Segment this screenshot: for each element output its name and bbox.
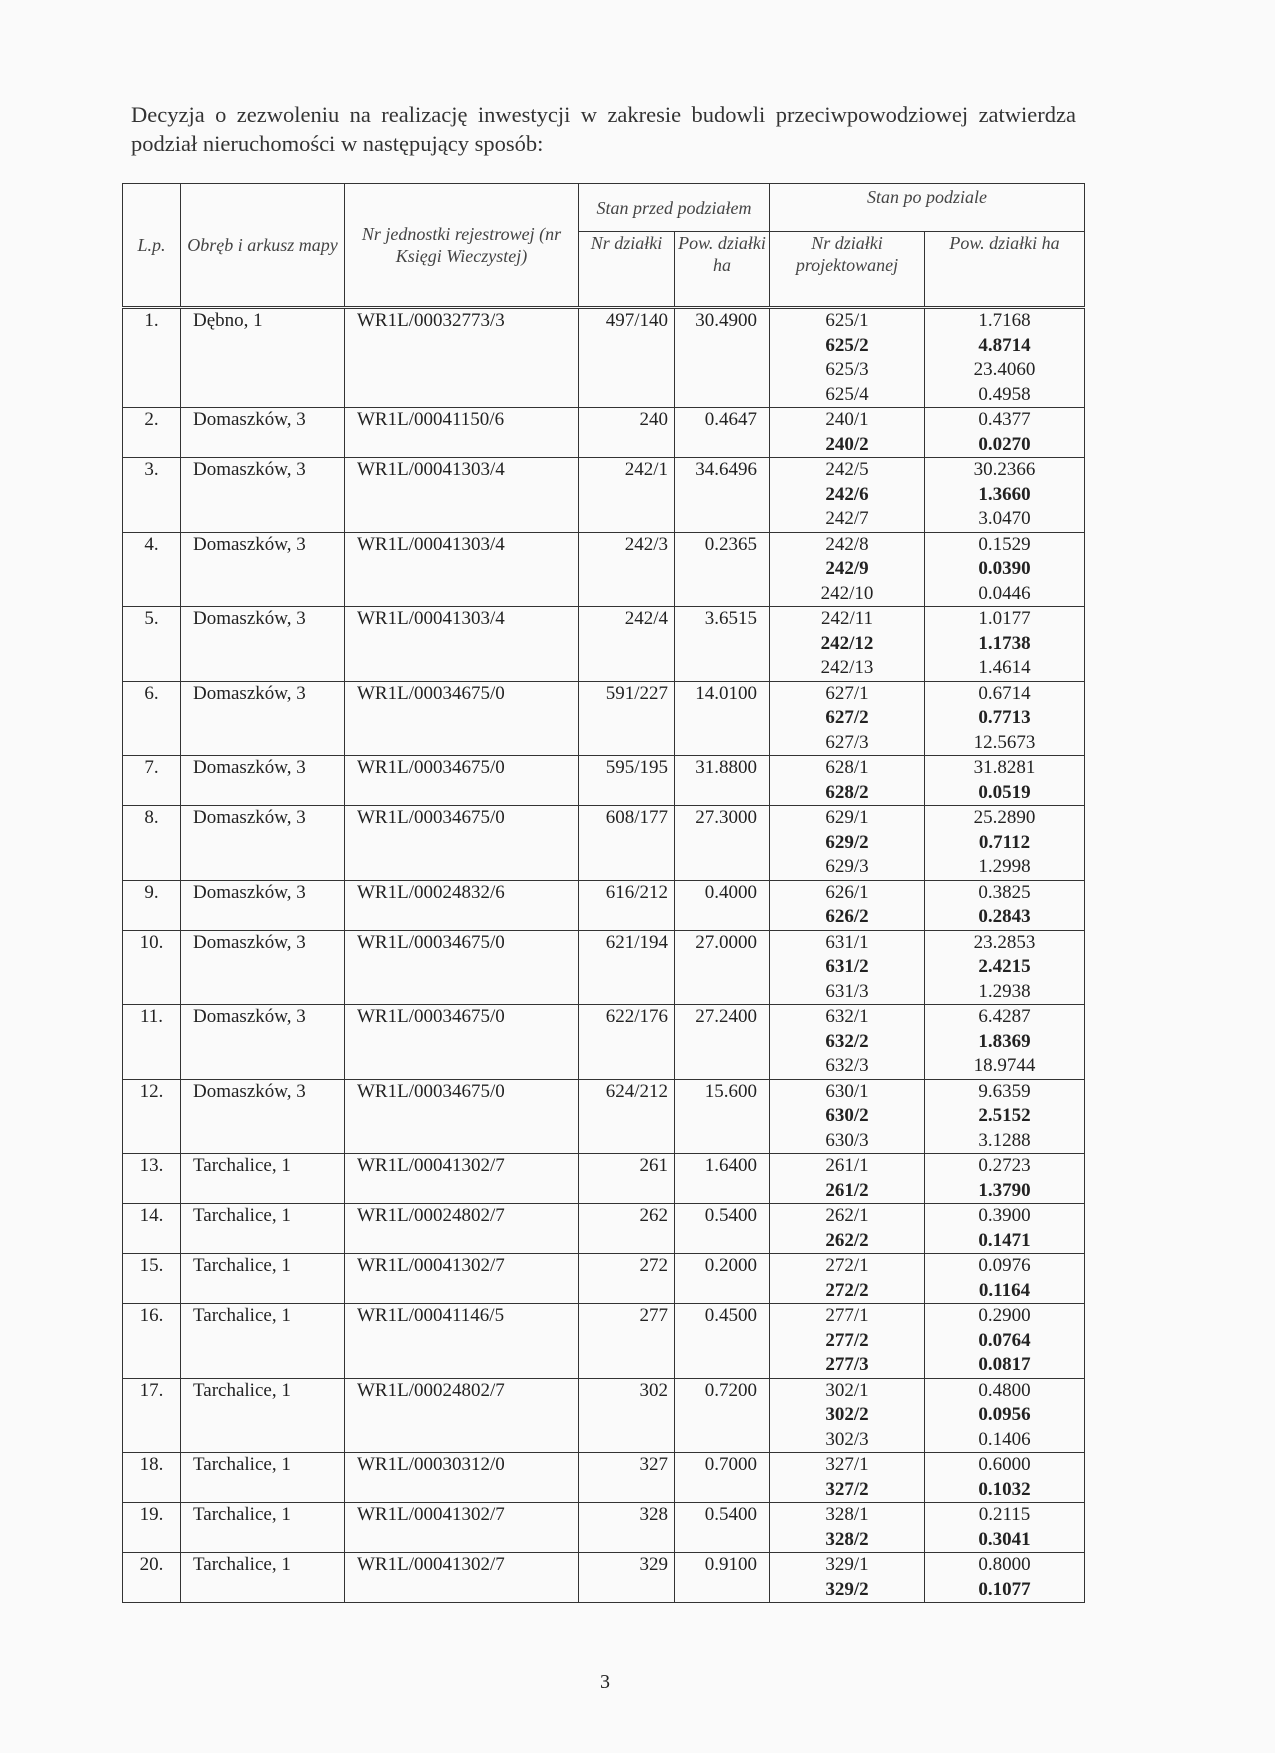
projected-parcel-area: 1.3660 [978, 483, 1031, 505]
row-nr-projektowanej [770, 607, 925, 682]
projected-parcel-number: 631/3 [825, 980, 869, 1002]
row-nr-projektowanej [770, 756, 925, 806]
row-nr-dzialki: 262 [579, 1204, 675, 1254]
row-pow-dzialki: 3.6515 [675, 607, 770, 682]
projected-parcel-number: 302/2 [825, 1404, 869, 1425]
projected-parcel-number: 277/2 [825, 1329, 869, 1351]
projected-parcel-number: 626/2 [825, 906, 869, 927]
table-row [123, 532, 1085, 607]
row-nr-dzialki: 329 [579, 1553, 675, 1603]
row-pow-dzialki: 0.5400 [675, 1503, 770, 1553]
row-nr-jednostki: WR1L/00024802/7 [345, 1378, 579, 1453]
projected-parcel-area: 0.6714 [978, 682, 1031, 704]
row-nr-jednostki: WR1L/00034675/0 [345, 756, 579, 806]
row-nr-jednostki: WR1L/00041303/4 [345, 532, 579, 607]
row-nr-dzialki: 595/195 [579, 756, 675, 806]
projected-parcel-area: 12.5673 [973, 731, 1036, 753]
projected-parcel-area: 1.7168 [978, 310, 1031, 331]
row-pow-po [925, 1453, 1085, 1503]
header-pow-dzialki: Pow. działki ha [675, 232, 770, 308]
header-stan-przed: Stan przed podziałem [579, 184, 770, 232]
row-pow-po [925, 1378, 1085, 1453]
row-nr-projektowanej [770, 1005, 925, 1080]
row-pow-po [925, 1079, 1085, 1154]
projected-parcel-area: 0.0976 [978, 1255, 1031, 1276]
table-body [123, 308, 1085, 1603]
row-nr-dzialki: 302 [579, 1378, 675, 1453]
projected-parcel-area: 0.1032 [978, 1478, 1031, 1500]
table-row [123, 1079, 1085, 1154]
table-row [123, 681, 1085, 756]
row-nr-jednostki: WR1L/00041303/4 [345, 458, 579, 533]
projected-parcel-number: 277/3 [825, 1354, 869, 1375]
projected-parcel-number: 327/2 [825, 1478, 869, 1500]
projected-parcel-number: 630/1 [825, 1080, 869, 1102]
table-row [123, 308, 1085, 408]
row-nr-dzialki: 328 [579, 1503, 675, 1553]
row-obreb: Tarchalice, 1 [181, 1453, 345, 1503]
row-nr-jednostki: WR1L/00041302/7 [345, 1503, 579, 1553]
projected-parcel-area: 25.2890 [973, 807, 1036, 828]
projected-parcel-number: 630/3 [825, 1129, 869, 1151]
projected-parcel-number: 328/1 [825, 1504, 869, 1525]
projected-parcel-area: 0.2115 [978, 1504, 1031, 1525]
row-pow-po [925, 607, 1085, 682]
projected-parcel-number: 262/2 [825, 1229, 869, 1251]
table-row [123, 1005, 1085, 1080]
row-nr-dzialki: 608/177 [579, 806, 675, 881]
row-nr-dzialki: 621/194 [579, 930, 675, 1005]
row-pow-dzialki: 27.2400 [675, 1005, 770, 1080]
projected-parcel-number: 627/3 [825, 731, 869, 753]
row-lp: 6. [123, 681, 181, 756]
projected-parcel-area: 0.4800 [978, 1379, 1031, 1401]
projected-parcel-number: 625/2 [825, 334, 869, 356]
projected-parcel-area: 4.8714 [978, 334, 1031, 356]
projected-parcel-area: 2.5152 [978, 1105, 1031, 1126]
row-nr-jednostki: WR1L/00034675/0 [345, 930, 579, 1005]
row-nr-projektowanej [770, 1304, 925, 1379]
header-pow-po: Pow. działki ha [925, 232, 1085, 308]
row-obreb: Domaszków, 3 [181, 880, 345, 930]
row-nr-jednostki: WR1L/00034675/0 [345, 1005, 579, 1080]
row-pow-po [925, 1503, 1085, 1553]
row-obreb: Tarchalice, 1 [181, 1378, 345, 1453]
row-lp: 3. [123, 458, 181, 533]
projected-parcel-area: 3.1288 [978, 1129, 1031, 1151]
projected-parcel-number: 242/9 [825, 558, 869, 579]
projected-parcel-area: 1.4614 [978, 657, 1031, 678]
projected-parcel-number: 242/7 [825, 508, 869, 529]
projected-parcel-area: 23.2853 [973, 931, 1036, 953]
row-pow-po [925, 1154, 1085, 1204]
row-nr-projektowanej [770, 1503, 925, 1553]
row-pow-dzialki: 0.4500 [675, 1304, 770, 1379]
row-pow-po [925, 458, 1085, 533]
row-nr-projektowanej [770, 1154, 925, 1204]
row-lp: 9. [123, 880, 181, 930]
projected-parcel-number: 632/1 [825, 1006, 869, 1027]
projected-parcel-number: 329/1 [825, 1554, 869, 1575]
projected-parcel-number: 630/2 [825, 1105, 869, 1126]
row-lp: 19. [123, 1503, 181, 1553]
header-nr-dzialki: Nr działki [579, 232, 675, 308]
row-pow-dzialki: 0.4000 [675, 880, 770, 930]
projected-parcel-number: 627/2 [825, 707, 869, 728]
row-pow-dzialki: 0.4647 [675, 408, 770, 458]
row-pow-dzialki: 14.0100 [675, 681, 770, 756]
row-obreb: Domaszków, 3 [181, 806, 345, 881]
row-nr-dzialki: 242/3 [579, 532, 675, 607]
projected-parcel-number: 272/2 [825, 1279, 869, 1301]
row-pow-dzialki: 0.2365 [675, 532, 770, 607]
projected-parcel-area: 0.0446 [978, 582, 1031, 604]
row-nr-dzialki: 616/212 [579, 880, 675, 930]
row-pow-dzialki: 1.6400 [675, 1154, 770, 1204]
projected-parcel-number: 242/11 [820, 608, 874, 629]
row-nr-projektowanej [770, 1254, 925, 1304]
row-obreb: Domaszków, 3 [181, 408, 345, 458]
projected-parcel-number: 272/1 [825, 1255, 869, 1276]
row-nr-projektowanej [770, 1079, 925, 1154]
row-obreb: Domaszków, 3 [181, 930, 345, 1005]
projected-parcel-number: 329/2 [825, 1578, 869, 1600]
projected-parcel-number: 628/1 [825, 757, 869, 778]
projected-parcel-area: 0.6000 [978, 1454, 1031, 1475]
row-nr-dzialki: 497/140 [579, 308, 675, 408]
row-pow-dzialki: 0.5400 [675, 1204, 770, 1254]
row-lp: 15. [123, 1254, 181, 1304]
table-row [123, 607, 1085, 682]
row-pow-dzialki: 27.0000 [675, 930, 770, 1005]
row-pow-po [925, 756, 1085, 806]
row-lp: 8. [123, 806, 181, 881]
projected-parcel-number: 262/1 [825, 1205, 869, 1226]
row-pow-dzialki: 0.2000 [675, 1254, 770, 1304]
projected-parcel-number: 629/1 [825, 807, 869, 828]
projected-parcel-number: 632/2 [825, 1030, 869, 1052]
table-row [123, 1204, 1085, 1254]
projected-parcel-area: 0.0270 [978, 433, 1031, 455]
table-row [123, 1254, 1085, 1304]
row-nr-jednostki: WR1L/00041302/7 [345, 1154, 579, 1204]
projected-parcel-number: 242/10 [820, 582, 874, 604]
row-nr-projektowanej [770, 1378, 925, 1453]
row-pow-po [925, 1005, 1085, 1080]
projected-parcel-number: 625/3 [825, 359, 869, 380]
projected-parcel-area: 0.2900 [978, 1305, 1031, 1326]
row-nr-dzialki: 277 [579, 1304, 675, 1379]
projected-parcel-area: 23.4060 [973, 359, 1036, 380]
projected-parcel-number: 240/2 [825, 433, 869, 455]
projected-parcel-number: 626/1 [825, 881, 869, 903]
row-pow-po [925, 1204, 1085, 1254]
row-lp: 12. [123, 1079, 181, 1154]
table-row [123, 1453, 1085, 1503]
row-obreb: Tarchalice, 1 [181, 1254, 345, 1304]
projected-parcel-area: 30.2366 [973, 459, 1036, 480]
row-pow-po [925, 880, 1085, 930]
header-obreb: Obręb i arkusz mapy [181, 184, 345, 308]
projected-parcel-area: 0.0390 [978, 558, 1031, 579]
projected-parcel-number: 277/1 [825, 1305, 869, 1326]
row-lp: 1. [123, 308, 181, 408]
projected-parcel-area: 0.0519 [978, 781, 1031, 803]
table-row [123, 880, 1085, 930]
projected-parcel-area: 2.4215 [978, 956, 1031, 977]
projected-parcel-area: 0.3825 [978, 881, 1031, 903]
projected-parcel-area: 1.1738 [978, 632, 1031, 654]
projected-parcel-area: 0.2723 [978, 1155, 1031, 1176]
row-nr-dzialki: 622/176 [579, 1005, 675, 1080]
projected-parcel-area: 0.2843 [978, 906, 1031, 927]
row-obreb: Tarchalice, 1 [181, 1553, 345, 1603]
row-nr-projektowanej [770, 880, 925, 930]
row-lp: 17. [123, 1378, 181, 1453]
row-pow-po [925, 806, 1085, 881]
projected-parcel-area: 0.4958 [978, 383, 1031, 405]
projected-parcel-area: 0.1529 [978, 533, 1031, 555]
row-pow-dzialki: 15.600 [675, 1079, 770, 1154]
projected-parcel-area: 31.8281 [973, 757, 1036, 778]
row-nr-jednostki: WR1L/00034675/0 [345, 806, 579, 881]
row-pow-po [925, 1553, 1085, 1603]
row-nr-jednostki: WR1L/00041303/4 [345, 607, 579, 682]
row-obreb: Domaszków, 3 [181, 756, 345, 806]
projected-parcel-number: 242/6 [825, 483, 869, 505]
projected-parcel-area: 0.3900 [978, 1205, 1031, 1226]
projected-parcel-number: 327/1 [825, 1454, 869, 1475]
table-row [123, 806, 1085, 881]
row-lp: 7. [123, 756, 181, 806]
row-pow-dzialki: 0.9100 [675, 1553, 770, 1603]
row-pow-po [925, 1254, 1085, 1304]
row-nr-dzialki: 242/1 [579, 458, 675, 533]
projected-parcel-number: 240/1 [825, 409, 869, 430]
projected-parcel-number: 328/2 [825, 1528, 869, 1550]
projected-parcel-area: 0.1164 [978, 1279, 1031, 1301]
projected-parcel-area: 1.2998 [978, 856, 1031, 877]
projected-parcel-number: 631/1 [825, 931, 869, 953]
row-pow-dzialki: 0.7000 [675, 1453, 770, 1503]
projected-parcel-number: 627/1 [825, 682, 869, 704]
table-row [123, 1304, 1085, 1379]
row-pow-dzialki: 34.6496 [675, 458, 770, 533]
row-obreb: Tarchalice, 1 [181, 1304, 345, 1379]
row-lp: 4. [123, 532, 181, 607]
projected-parcel-area: 1.3790 [978, 1179, 1031, 1201]
row-obreb: Dębno, 1 [181, 308, 345, 408]
table-row [123, 1553, 1085, 1603]
row-nr-jednostki: WR1L/00041302/7 [345, 1553, 579, 1603]
projected-parcel-number: 628/2 [825, 781, 869, 803]
row-obreb: Tarchalice, 1 [181, 1204, 345, 1254]
projected-parcel-area: 0.0764 [978, 1329, 1031, 1351]
row-obreb: Tarchalice, 1 [181, 1154, 345, 1204]
header-nr-projektowanej: Nr działki projektowanej [770, 232, 925, 308]
header-stan-po: Stan po podziale [770, 184, 1085, 232]
table-row [123, 1503, 1085, 1553]
table-row [123, 756, 1085, 806]
projected-parcel-area: 0.7112 [978, 831, 1031, 853]
table-row [123, 458, 1085, 533]
row-pow-po [925, 681, 1085, 756]
row-pow-po [925, 532, 1085, 607]
row-nr-jednostki: WR1L/00032773/3 [345, 308, 579, 408]
table-row [123, 1154, 1085, 1204]
projected-parcel-area: 0.3041 [978, 1528, 1031, 1550]
projected-parcel-area: 3.0470 [978, 508, 1031, 529]
row-nr-projektowanej [770, 1453, 925, 1503]
projected-parcel-number: 302/1 [825, 1379, 869, 1401]
table-row [123, 930, 1085, 1005]
projected-parcel-number: 242/12 [820, 632, 874, 654]
row-nr-dzialki: 591/227 [579, 681, 675, 756]
row-nr-jednostki: WR1L/00041146/5 [345, 1304, 579, 1379]
row-nr-jednostki: WR1L/00041150/6 [345, 408, 579, 458]
row-obreb: Domaszków, 3 [181, 1005, 345, 1080]
row-nr-jednostki: WR1L/00030312/0 [345, 1453, 579, 1503]
projected-parcel-area: 0.0956 [978, 1404, 1031, 1425]
projected-parcel-area: 0.1406 [978, 1428, 1031, 1450]
row-pow-dzialki: 31.8800 [675, 756, 770, 806]
projected-parcel-number: 632/3 [825, 1055, 869, 1076]
header-nr-jednostki: Nr jednostki rejestrowej (nr Księgi Wieczystej) [345, 184, 579, 308]
row-obreb: Domaszków, 3 [181, 607, 345, 682]
row-nr-projektowanej [770, 408, 925, 458]
row-pow-po [925, 408, 1085, 458]
row-lp: 20. [123, 1553, 181, 1603]
row-pow-dzialki: 27.3000 [675, 806, 770, 881]
row-nr-dzialki: 261 [579, 1154, 675, 1204]
projected-parcel-area: 0.8000 [978, 1554, 1031, 1575]
header-lp: L.p. [123, 184, 181, 308]
row-nr-jednostki: WR1L/00034675/0 [345, 1079, 579, 1154]
row-pow-po [925, 930, 1085, 1005]
row-nr-jednostki: WR1L/00024802/7 [345, 1204, 579, 1254]
page-number: 3 [600, 1671, 610, 1693]
row-nr-dzialki: 327 [579, 1453, 675, 1503]
projected-parcel-area: 0.1077 [978, 1578, 1031, 1600]
row-lp: 14. [123, 1204, 181, 1254]
projected-parcel-number: 261/1 [825, 1155, 869, 1176]
projected-parcel-number: 261/2 [825, 1179, 869, 1201]
row-nr-dzialki: 272 [579, 1254, 675, 1304]
projected-parcel-area: 0.0817 [978, 1354, 1031, 1375]
row-nr-projektowanej [770, 681, 925, 756]
row-nr-dzialki: 624/212 [579, 1079, 675, 1154]
projected-parcel-area: 1.8369 [978, 1030, 1031, 1052]
row-lp: 16. [123, 1304, 181, 1379]
table-row [123, 408, 1085, 458]
projected-parcel-number: 629/3 [825, 856, 869, 877]
row-nr-projektowanej [770, 532, 925, 607]
row-nr-projektowanej [770, 930, 925, 1005]
projected-parcel-number: 242/5 [825, 459, 869, 480]
projected-parcel-area: 9.6359 [978, 1080, 1031, 1102]
row-obreb: Domaszków, 3 [181, 458, 345, 533]
row-nr-dzialki: 242/4 [579, 607, 675, 682]
projected-parcel-number: 242/8 [825, 533, 869, 555]
row-nr-jednostki: WR1L/00034675/0 [345, 681, 579, 756]
projected-parcel-number: 629/2 [825, 831, 869, 853]
row-lp: 18. [123, 1453, 181, 1503]
projected-parcel-number: 625/4 [825, 383, 869, 405]
row-nr-projektowanej [770, 1553, 925, 1603]
projected-parcel-area: 1.2938 [978, 980, 1031, 1002]
row-nr-dzialki: 240 [579, 408, 675, 458]
row-pow-dzialki: 30.4900 [675, 308, 770, 408]
row-lp: 5. [123, 607, 181, 682]
projected-parcel-area: 0.4377 [978, 409, 1031, 430]
row-pow-dzialki: 0.7200 [675, 1378, 770, 1453]
row-pow-po [925, 308, 1085, 408]
row-pow-po [925, 1304, 1085, 1379]
row-nr-projektowanej [770, 458, 925, 533]
row-obreb: Tarchalice, 1 [181, 1503, 345, 1553]
row-lp: 2. [123, 408, 181, 458]
row-nr-projektowanej [770, 308, 925, 408]
projected-parcel-area: 0.1471 [978, 1229, 1031, 1251]
row-obreb: Domaszków, 3 [181, 532, 345, 607]
row-lp: 10. [123, 930, 181, 1005]
row-obreb: Domaszków, 3 [181, 681, 345, 756]
projected-parcel-area: 0.7713 [978, 707, 1031, 728]
parcel-division-table [122, 183, 1085, 1603]
row-lp: 11. [123, 1005, 181, 1080]
projected-parcel-number: 631/2 [825, 956, 869, 977]
row-nr-projektowanej [770, 1204, 925, 1254]
projected-parcel-area: 18.9744 [973, 1055, 1036, 1076]
row-lp: 13. [123, 1154, 181, 1204]
row-nr-projektowanej [770, 806, 925, 881]
projected-parcel-number: 625/1 [825, 310, 869, 331]
row-obreb: Domaszków, 3 [181, 1079, 345, 1154]
table-row [123, 1378, 1085, 1453]
projected-parcel-area: 6.4287 [978, 1006, 1031, 1027]
projected-parcel-number: 242/13 [820, 657, 874, 678]
projected-parcel-number: 302/3 [825, 1428, 869, 1450]
projected-parcel-area: 1.0177 [978, 608, 1031, 629]
row-nr-jednostki: WR1L/00041302/7 [345, 1254, 579, 1304]
row-nr-jednostki: WR1L/00024832/6 [345, 880, 579, 930]
intro-paragraph: Decyzja o zezwoleniu na realizację inwestycji w zakresie budowli przeciwpowodziowej zatwierdza podział nieruchomości w następujący sposób: [131, 102, 1076, 156]
